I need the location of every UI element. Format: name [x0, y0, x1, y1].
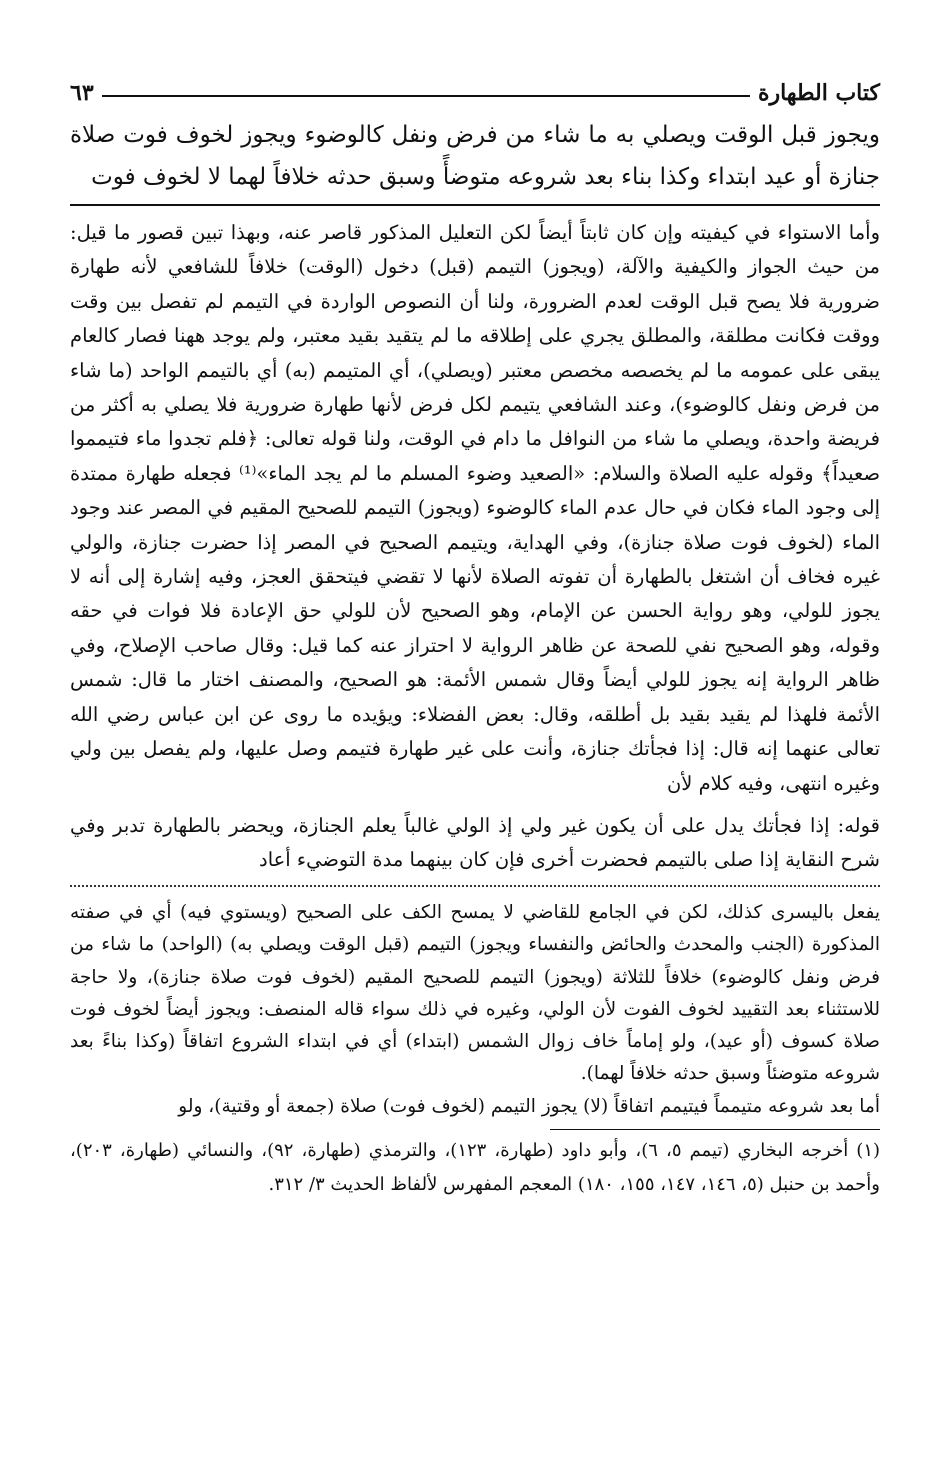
second-commentary-paragraph: أما بعد شروعه متيمماً فيتيمم اتفاقاً (لا) يجوز التيمم (لخوف فوت) صلاة (جمعة أو وقتية)، ولو	[178, 1095, 880, 1117]
header-rule	[102, 95, 750, 97]
second-commentary-paragraph: يفعل باليسرى كذلك، لكن في الجامع للقاضي لا يمسح الكف على الصحيح (ويستوي فيه) أي في صفته المذكورة (الجنب والمحدث والحائض والنفساء ويجوز) التيمم (قبل الوقت ويصلي به) (الواحد) ما شاء من فرض ونفل كالوضوء) خلافاً للثلاثة (ويجوز) التيمم للصحيح المقيم (لخوف فوت صلاة جنازة)، ولا حاجة للاستثناء بعد التقييد لخوف الفوت لأن الولي، وغيره في ذلك سواء قاله المنصف: ويجوز أيضاً لخوف فوت صلاة كسوف (أو عيد)، ولو إماماً خاف زوال الشمس (ابتداء) أي في ابتداء الشروع اتفاقاً (وكذا بناءً بعد شروعه متوضئاً وسبق حدثه خلافاً لهما).	[70, 901, 880, 1085]
footnote: (١) أخرجه البخاري (تيمم ٥، ٦)، وأبو داود (طهارة، ١٢٣)، والترمذي (طهارة، ٩٢)، والنسائي (طهارة، ٢٠٣)، وأحمد بن حنبل (٥، ١٤٦، ١٤٧، ١٥٥، ١٨٠) المعجم المفهرس لألفاظ الحديث ٣/ ٣١٢.	[70, 1139, 881, 1195]
gloss-paragraph: قوله: إذا فجأتك يدل على أن يكون غير ولي إذ الولي غالباً يعلم الجنازة، ويحضر بالطهارة تدبر وفي شرح النقاية إذا صلى بالتيمم فحضرت أخرى فإن كان بينهما مدة التوضيء أعاد	[70, 809, 880, 887]
main-text: ويجوز قبل الوقت ويصلي به ما شاء من فرض ونفل كالوضوء ويجوز لخوف فوت صلاة جنازة أو عيد ابتداء وكذا بناء بعد شروعه متوضأً وسبق حدثه خلافاً لهما لا لخوف فوت	[70, 114, 880, 206]
page-number: ٦٣	[70, 80, 94, 106]
second-commentary	[70, 897, 880, 1123]
footnote-rule	[550, 1129, 880, 1130]
running-header	[70, 68, 880, 106]
chapter-title: كتاب الطهارة	[757, 80, 880, 106]
page	[70, 68, 880, 1202]
commentary-text: وأما الاستواء في كيفيته وإن كان ثابتاً أيضاً لكن التعليل المذكور قاصر عنه، وبهذا تبين قصور ما قيل: من حيث الجواز والكيفية والآلة، (ويجوز) التيمم (قبل) دخول (الوقت) خلافاً للشافعي لأنه طهارة ضرورية فلا يصح قبل الوقت لعدم الضرورة، ولنا أن النصوص الواردة في التيمم لم تفصل بين وقت ووقت فكانت مطلقة، والمطلق يجري على إطلاقه ما لم يتقيد بقيد معتبر، ولم يوجد ههنا فصار كالعام يبقى على عمومه ما لم يخصصه مخصص معتبر (ويصلي)، أي المتيمم (به) أي بالتيمم الواحد (ما شاء من فرض ونفل كالوضوء)، وعند الشافعي يتيمم لكل فرض لأنها طهارة ضرورية فلا يصلي به أكثر من فريضة واحدة، ويصلي ما شاء من النوافل ما دام في الوقت، ولنا قوله تعالى: ﴿فلم تجدوا ماء فتيمموا صعيداً﴾ وقوله عليه الصلاة والسلام: «الصعيد وضوء المسلم ما لم يجد الماء»⁽¹⁾ فجعله طهارة ممتدة إلى وجود الماء فكان في حال عدم الماء كالوضوء (ويجوز) التيمم للصحيح المقيم في المصر عند وجود الماء (لخوف فوت صلاة جنازة)، وفي الهداية، ويتيمم الصحيح في المصر إذا حضرت جنازة، والولي غيره فخاف أن اشتغل بالطهارة أن تفوته الصلاة لأنها لا تقضي فيتحقق العجز، وفيه إشارة إلى أنه لا يجوز للولي، وهو رواية الحسن عن الإمام، وهو الصحيح لأن للولي حق الإعادة فلا فوات في حقه وقوله، وهو الصحيح نفي للصحة عن ظاهر الرواية لا احتراز عنه كما قيل: وقال صاحب الإصلاح، وفي ظاهر الرواية إنه يجوز للولي أيضاً وقال شمس الأئمة: هو الصحيح، والمصنف اختار ما قال: شمس الأئمة فلهذا لم يقيد بقيد بل أطلقه، وقال: بعض الفضلاء: ويؤيده ما روى عن ابن عباس رضي الله تعالى عنهما إنه قال: إذا فجأتك جنازة، وأنت على غير طهارة فتيمم وصل عليها، ولم يفصل بين ولي وغيره انتهى، وفيه كلام لأن	[70, 221, 881, 795]
